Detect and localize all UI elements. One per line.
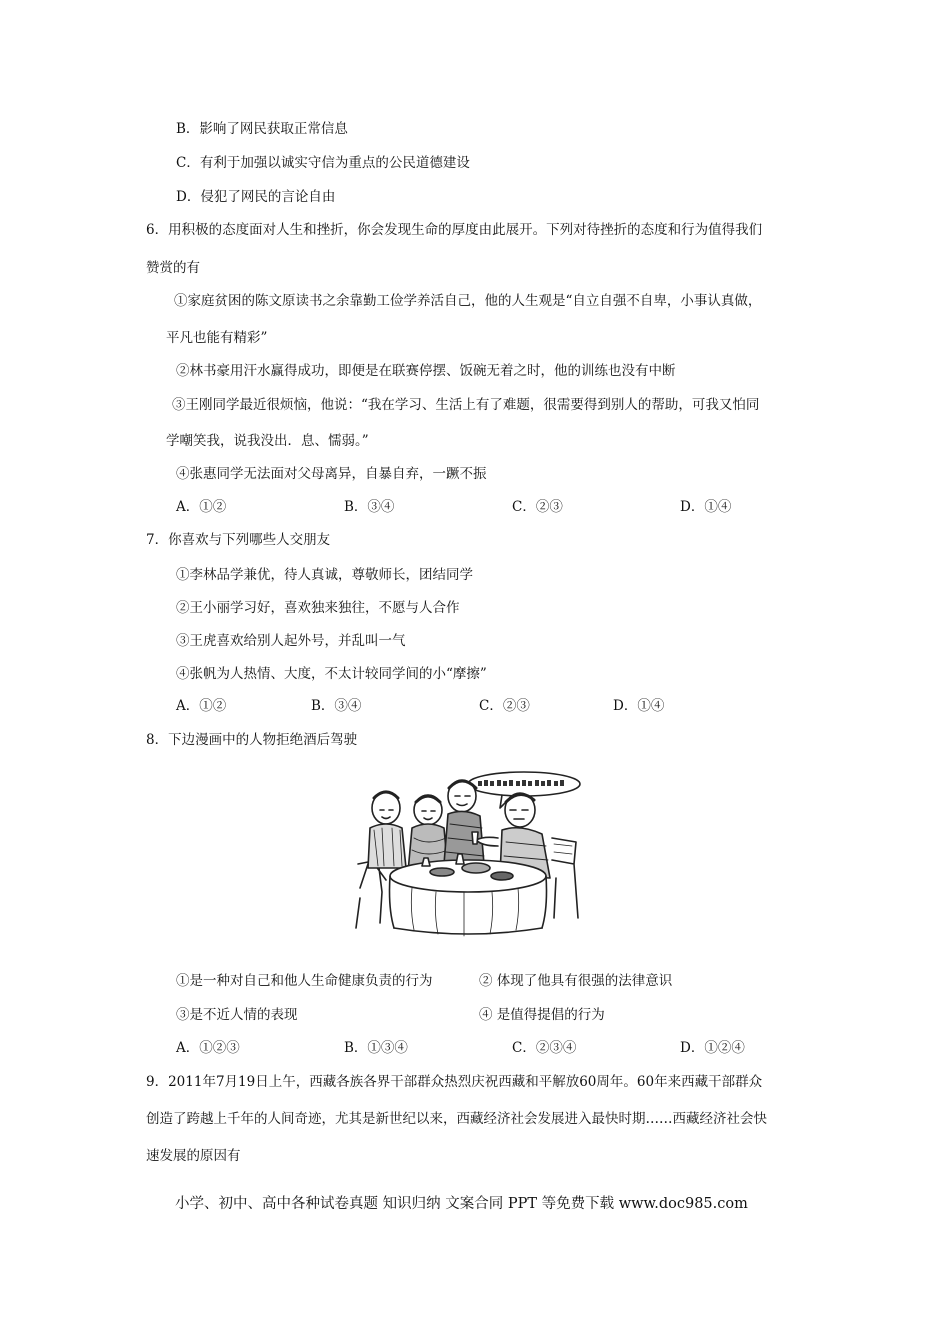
- q6-item-1: ①家庭贫困的陈文原读书之余靠勤工俭学养活自己，他的人生观是“自立自强不自卑，小事认真做，: [174, 293, 762, 309]
- q5-option-d: D．侵犯了网民的言论自由: [176, 189, 336, 205]
- q8-item-3: ③是不近人情的表现: [176, 1007, 298, 1023]
- q7-option-c: C．②③: [479, 698, 530, 714]
- q6-item-3-cont: 学嘲笑我，说我没出．息、懦弱。”: [166, 433, 369, 449]
- q9-stem-cont-1: 创造了跨越上千年的人间奇迹，尤其是新世纪以来，西藏经济社会发展进入最快时期……西藏经济社会快: [146, 1111, 767, 1127]
- q8-option-b: B．①③④: [344, 1040, 408, 1056]
- q9-stem-cont-2: 速发展的原因有: [146, 1148, 241, 1164]
- q6-item-4: ④张惠同学无法面对父母离异，自暴自弃，一蹶不振: [176, 466, 487, 482]
- q7-item-3: ③王虎喜欢给别人起外号，并乱叫一气: [176, 633, 406, 649]
- q6-stem-cont: 赞赏的有: [146, 260, 200, 276]
- q8-item-1: ①是一种对自己和他人生命健康负责的行为: [176, 973, 433, 989]
- q5-option-c: C．有利于加强以诚实守信为重点的公民道德建设: [176, 155, 470, 171]
- q6-item-2: ②林书豪用汗水赢得成功，即便是在联赛停摆、饭碗无着之时，他的训练也没有中断: [176, 363, 676, 379]
- q5-option-b: B．影响了网民获取正常信息: [176, 121, 348, 137]
- q8-option-a: A．①②③: [176, 1040, 240, 1056]
- q6-stem: 6．用积极的态度面对人生和挫折，你会发现生命的厚度由此展开。下列对待挫折的态度和行为值得我们: [146, 222, 763, 238]
- q6-option-a: A．①②: [176, 499, 227, 515]
- q7-stem: 7．你喜欢与下列哪些人交朋友: [146, 532, 331, 548]
- drunk-driving-cartoon: [352, 768, 584, 944]
- q9-stem: 9．2011年7月19日上午，西藏各族各界干部群众热烈庆祝西藏和平解放60周年。60年来西藏干部群众: [146, 1074, 763, 1090]
- q7-item-2: ②王小丽学习好，喜欢独来独往，不愿与人合作: [176, 600, 460, 616]
- q7-option-d: D．①④: [613, 698, 665, 714]
- q6-option-c: C．②③: [512, 499, 563, 515]
- q8-item-2: ② 体现了他具有很强的法律意识: [479, 973, 673, 989]
- page-footer: 小学、初中、高中各种试卷真题 知识归纳 文案合同 PPT 等免费下载 www.doc985.com: [175, 1196, 748, 1212]
- q8-stem: 8．下边漫画中的人物拒绝酒后驾驶: [146, 732, 358, 748]
- q8-option-c: C．②③④: [512, 1040, 577, 1056]
- q8-option-d: D．①②④: [680, 1040, 745, 1056]
- q7-option-a: A．①②: [176, 698, 227, 714]
- q7-item-4: ④张帆为人热情、大度，不太计较同学间的小“摩擦”: [176, 666, 487, 682]
- q7-option-b: B．③④: [311, 698, 362, 714]
- q8-item-4: ④ 是值得提倡的行为: [479, 1007, 605, 1023]
- q6-item-1-cont: 平凡也能有精彩”: [166, 330, 268, 346]
- q6-option-b: B．③④: [344, 499, 395, 515]
- q6-option-d: D．①④: [680, 499, 732, 515]
- q7-item-1: ①李林品学兼优，待人真诚，尊敬师长，团结同学: [176, 567, 473, 583]
- q6-item-3: ③王刚同学最近很烦恼，他说：“我在学习、生活上有了难题，很需要得到别人的帮助，可我又怕同: [172, 397, 760, 413]
